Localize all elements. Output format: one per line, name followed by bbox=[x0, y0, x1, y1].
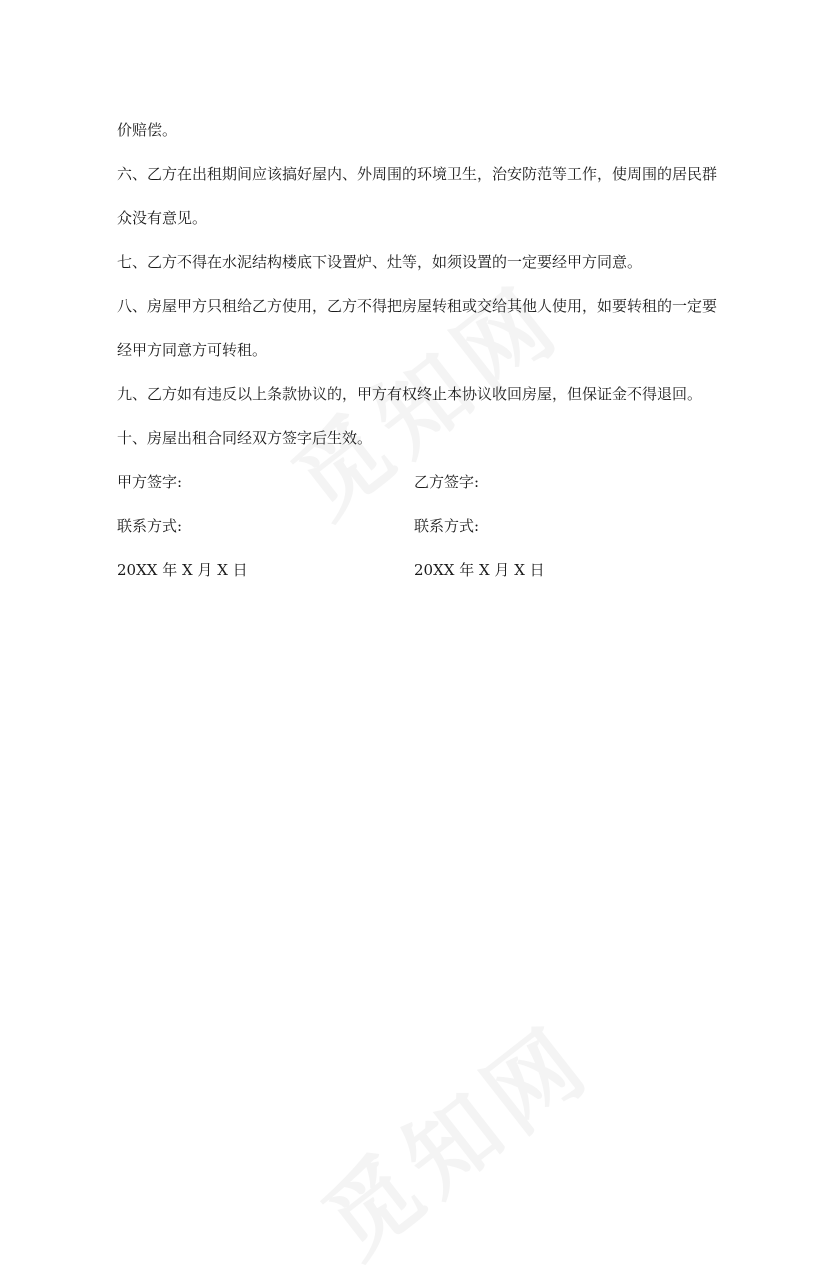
party-b-date: 20XX 年 X 月 X 日 bbox=[414, 561, 545, 579]
clause-9: 九、乙方如有违反以上条款协议的，甲方有权终止本协议收回房屋，但保证金不得退回。 bbox=[117, 385, 703, 403]
contract-body bbox=[117, 108, 717, 592]
contact-row bbox=[117, 504, 717, 548]
signature-row bbox=[117, 460, 717, 504]
watermark-bottom bbox=[292, 990, 614, 1282]
party-b-sign-label: 乙方签字: bbox=[414, 473, 480, 491]
party-a-date: 20XX 年 X 月 X 日 bbox=[117, 561, 248, 579]
party-b-contact-label: 联系方式: bbox=[414, 517, 480, 535]
date-row bbox=[117, 548, 717, 592]
clause-8: 八、房屋甲方只租给乙方使用，乙方不得把房屋转租或交给其他人使用，如要转租的一定要经甲方同意方可转租。 bbox=[117, 297, 718, 359]
clause-6: 六、乙方在出租期间应该搞好屋内、外周围的环境卫生，治安防范等工作，使周围的居民群众没有意见。 bbox=[117, 165, 718, 227]
party-a-contact-label: 联系方式: bbox=[117, 517, 183, 535]
clause-10: 十、房屋出租合同经双方签字后生效。 bbox=[117, 429, 373, 447]
party-a-sign-label: 甲方签字: bbox=[117, 473, 183, 491]
paragraph-continuation: 价赔偿。 bbox=[117, 121, 178, 139]
clause-7: 七、乙方不得在水泥结构楼底下设置炉、灶等，如须设置的一定要经甲方同意。 bbox=[117, 253, 643, 271]
